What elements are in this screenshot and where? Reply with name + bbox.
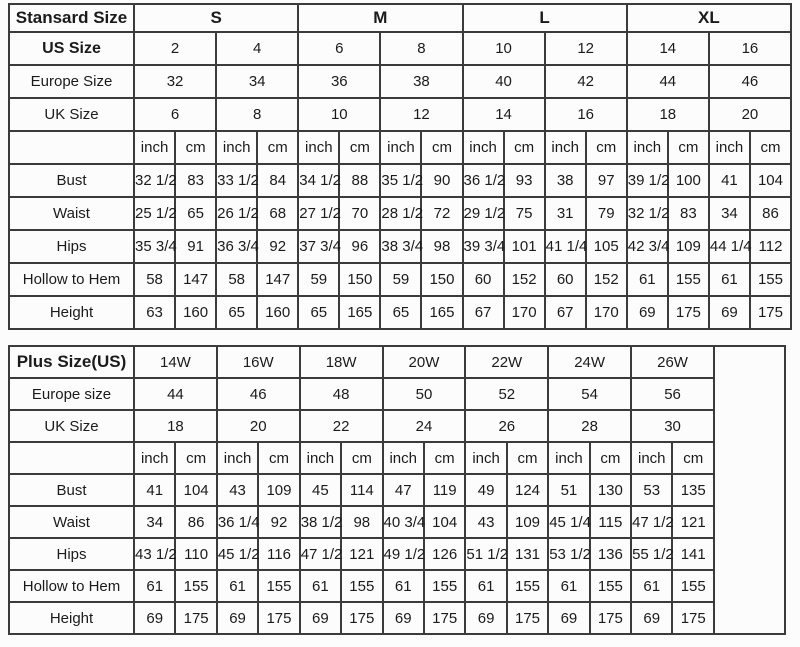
size-value-cell: 20 xyxy=(217,410,300,442)
unit-inch-label: inch xyxy=(548,442,589,474)
size-row xyxy=(9,32,791,65)
measurement-value-cell: 160 xyxy=(175,296,216,329)
measurement-value-cell: 115 xyxy=(590,506,631,538)
measurement-value-cell: 109 xyxy=(507,506,548,538)
unit-inch-label: inch xyxy=(300,442,341,474)
size-value-cell: 12 xyxy=(545,32,627,65)
measurement-value-cell: 155 xyxy=(750,263,791,296)
measurement-value-cell: 155 xyxy=(258,570,299,602)
unit-cm-label: cm xyxy=(424,442,465,474)
measurement-value-cell: 110 xyxy=(175,538,216,570)
row-label: Hips xyxy=(9,538,134,570)
measurement-value-cell: 75 xyxy=(504,197,545,230)
measurement-value-cell: 59 xyxy=(298,263,339,296)
size-value-cell: 28 xyxy=(548,410,631,442)
standard-header-row xyxy=(9,4,791,32)
measurement-value-cell: 58 xyxy=(216,263,257,296)
plus-size-header: 24W xyxy=(548,346,631,378)
measurement-value-cell: 92 xyxy=(258,506,299,538)
size-value-cell: 40 xyxy=(463,65,545,98)
plus-corner-label: Plus Size(US) xyxy=(9,346,134,378)
measurement-value-cell: 59 xyxy=(380,263,421,296)
measurement-value-cell: 147 xyxy=(175,263,216,296)
unit-row xyxy=(9,131,791,164)
measurement-value-cell: 60 xyxy=(545,263,586,296)
measurement-value-cell: 41 xyxy=(134,474,175,506)
measurement-value-cell: 45 1/4 xyxy=(548,506,589,538)
measurement-row xyxy=(9,230,791,263)
unit-inch-label: inch xyxy=(217,442,258,474)
measurement-value-cell: 31 xyxy=(545,197,586,230)
measurement-value-cell: 55 1/2 xyxy=(631,538,672,570)
measurement-value-cell: 98 xyxy=(341,506,382,538)
measurement-value-cell: 36 1/4 xyxy=(217,506,258,538)
size-value-cell: 12 xyxy=(380,98,462,131)
measurement-value-cell: 65 xyxy=(175,197,216,230)
size-value-cell: 10 xyxy=(463,32,545,65)
row-label: Europe Size xyxy=(9,65,134,98)
unit-cm-label: cm xyxy=(750,131,791,164)
unit-inch-label: inch xyxy=(134,442,175,474)
measurement-value-cell: 98 xyxy=(421,230,462,263)
size-value-cell: 46 xyxy=(217,378,300,410)
measurement-value-cell: 69 xyxy=(631,602,672,634)
measurement-value-cell: 53 xyxy=(631,474,672,506)
size-value-cell: 48 xyxy=(300,378,383,410)
unit-cm-label: cm xyxy=(590,442,631,474)
measurement-value-cell: 36 1/2 xyxy=(463,164,504,197)
size-value-cell: 38 xyxy=(380,65,462,98)
row-label: Waist xyxy=(9,197,134,230)
measurement-value-cell: 69 xyxy=(383,602,424,634)
measurement-value-cell: 155 xyxy=(507,570,548,602)
measurement-value-cell: 165 xyxy=(339,296,380,329)
measurement-value-cell: 45 xyxy=(300,474,341,506)
measurement-value-cell: 40 3/4 xyxy=(383,506,424,538)
measurement-value-cell: 97 xyxy=(586,164,627,197)
measurement-value-cell: 155 xyxy=(341,570,382,602)
plus-size-header: 14W xyxy=(134,346,217,378)
measurement-value-cell: 34 1/2 xyxy=(298,164,339,197)
measurement-value-cell: 32 1/2 xyxy=(627,197,668,230)
unit-inch-label: inch xyxy=(709,131,750,164)
unit-cm-label: cm xyxy=(668,131,709,164)
measurement-value-cell: 36 3/4 xyxy=(216,230,257,263)
measurement-value-cell: 61 xyxy=(465,570,506,602)
size-value-cell: 2 xyxy=(134,32,216,65)
measurement-value-cell: 175 xyxy=(590,602,631,634)
measurement-value-cell: 79 xyxy=(586,197,627,230)
unit-inch-label: inch xyxy=(465,442,506,474)
measurement-value-cell: 96 xyxy=(339,230,380,263)
standard-size-table xyxy=(8,3,792,330)
measurement-value-cell: 42 3/4 xyxy=(627,230,668,263)
plus-size-header: 22W xyxy=(465,346,548,378)
measurement-row xyxy=(9,296,791,329)
measurement-value-cell: 114 xyxy=(341,474,382,506)
measurement-value-cell: 175 xyxy=(507,602,548,634)
measurement-value-cell: 130 xyxy=(590,474,631,506)
size-value-cell: 16 xyxy=(709,32,791,65)
row-label: Height xyxy=(9,602,134,634)
measurement-value-cell: 32 1/2 xyxy=(134,164,175,197)
measurement-value-cell: 83 xyxy=(668,197,709,230)
unit-row xyxy=(9,442,785,474)
measurement-value-cell: 69 xyxy=(134,602,175,634)
measurement-value-cell: 61 xyxy=(627,263,668,296)
unit-inch-label: inch xyxy=(380,131,421,164)
measurement-value-cell: 175 xyxy=(750,296,791,329)
measurement-value-cell: 175 xyxy=(668,296,709,329)
measurement-value-cell: 104 xyxy=(750,164,791,197)
size-value-cell: 14 xyxy=(627,32,709,65)
size-group-header: XL xyxy=(627,4,791,32)
measurement-value-cell: 28 1/2 xyxy=(380,197,421,230)
measurement-value-cell: 47 1/2 xyxy=(300,538,341,570)
measurement-row xyxy=(9,602,785,634)
unit-inch-label: inch xyxy=(298,131,339,164)
measurement-value-cell: 175 xyxy=(341,602,382,634)
measurement-value-cell: 116 xyxy=(258,538,299,570)
unit-cm-label: cm xyxy=(341,442,382,474)
row-label: UK Size xyxy=(9,98,134,131)
measurement-value-cell: 135 xyxy=(672,474,714,506)
size-value-cell: 30 xyxy=(631,410,714,442)
unit-inch-label: inch xyxy=(545,131,586,164)
measurement-value-cell: 44 1/4 xyxy=(709,230,750,263)
empty-right-cell xyxy=(714,346,785,634)
size-value-cell: 8 xyxy=(216,98,298,131)
unit-cm-label: cm xyxy=(504,131,545,164)
measurement-value-cell: 69 xyxy=(300,602,341,634)
measurement-value-cell: 150 xyxy=(339,263,380,296)
size-value-cell: 8 xyxy=(380,32,462,65)
measurement-value-cell: 72 xyxy=(421,197,462,230)
size-value-cell: 56 xyxy=(631,378,714,410)
measurement-value-cell: 67 xyxy=(545,296,586,329)
measurement-value-cell: 34 xyxy=(709,197,750,230)
measurement-value-cell: 126 xyxy=(424,538,465,570)
measurement-value-cell: 26 1/2 xyxy=(216,197,257,230)
measurement-value-cell: 69 xyxy=(627,296,668,329)
measurement-value-cell: 109 xyxy=(668,230,709,263)
row-label: Height xyxy=(9,296,134,329)
size-value-cell: 20 xyxy=(709,98,791,131)
standard-corner-label: Stansard Size xyxy=(9,4,134,32)
measurement-value-cell: 61 xyxy=(631,570,672,602)
empty-corner-cell xyxy=(9,442,134,474)
measurement-value-cell: 104 xyxy=(424,506,465,538)
row-label: Hollow to Hem xyxy=(9,263,134,296)
measurement-value-cell: 155 xyxy=(672,570,714,602)
measurement-value-cell: 136 xyxy=(590,538,631,570)
unit-inch-label: inch xyxy=(631,442,672,474)
measurement-value-cell: 175 xyxy=(258,602,299,634)
unit-cm-label: cm xyxy=(586,131,627,164)
measurement-value-cell: 175 xyxy=(672,602,714,634)
measurement-value-cell: 69 xyxy=(217,602,258,634)
row-label: Hollow to Hem xyxy=(9,570,134,602)
row-label: Bust xyxy=(9,164,134,197)
measurement-value-cell: 38 xyxy=(545,164,586,197)
measurement-value-cell: 41 1/4 xyxy=(545,230,586,263)
size-value-cell: 42 xyxy=(545,65,627,98)
measurement-value-cell: 65 xyxy=(298,296,339,329)
measurement-value-cell: 131 xyxy=(507,538,548,570)
row-label: Europe size xyxy=(9,378,134,410)
measurement-value-cell: 155 xyxy=(668,263,709,296)
size-value-cell: 18 xyxy=(627,98,709,131)
size-row xyxy=(9,410,785,442)
size-value-cell: 36 xyxy=(298,65,380,98)
measurement-value-cell: 38 3/4 xyxy=(380,230,421,263)
measurement-value-cell: 147 xyxy=(257,263,298,296)
measurement-value-cell: 38 1/2 xyxy=(300,506,341,538)
measurement-value-cell: 29 1/2 xyxy=(463,197,504,230)
measurement-value-cell: 155 xyxy=(424,570,465,602)
measurement-value-cell: 84 xyxy=(257,164,298,197)
unit-cm-label: cm xyxy=(258,442,299,474)
measurement-value-cell: 33 1/2 xyxy=(216,164,257,197)
measurement-value-cell: 70 xyxy=(339,197,380,230)
measurement-value-cell: 34 xyxy=(134,506,175,538)
size-row xyxy=(9,65,791,98)
plus-size-table xyxy=(8,345,786,635)
measurement-value-cell: 61 xyxy=(300,570,341,602)
measurement-value-cell: 25 1/2 xyxy=(134,197,175,230)
row-label: US Size xyxy=(9,32,134,65)
measurement-value-cell: 51 xyxy=(548,474,589,506)
size-value-cell: 24 xyxy=(383,410,466,442)
measurement-value-cell: 47 1/2 xyxy=(631,506,672,538)
measurement-value-cell: 69 xyxy=(709,296,750,329)
plus-header-row xyxy=(9,346,785,378)
measurement-value-cell: 69 xyxy=(548,602,589,634)
measurement-value-cell: 41 xyxy=(709,164,750,197)
measurement-value-cell: 152 xyxy=(504,263,545,296)
size-value-cell: 54 xyxy=(548,378,631,410)
plus-size-header: 18W xyxy=(300,346,383,378)
size-value-cell: 6 xyxy=(134,98,216,131)
size-value-cell: 22 xyxy=(300,410,383,442)
empty-corner-cell xyxy=(9,131,134,164)
measurement-value-cell: 112 xyxy=(750,230,791,263)
unit-cm-label: cm xyxy=(507,442,548,474)
measurement-value-cell: 39 3/4 xyxy=(463,230,504,263)
measurement-value-cell: 49 1/2 xyxy=(383,538,424,570)
measurement-value-cell: 175 xyxy=(175,602,216,634)
measurement-value-cell: 60 xyxy=(463,263,504,296)
measurement-value-cell: 86 xyxy=(175,506,216,538)
unit-inch-label: inch xyxy=(627,131,668,164)
measurement-value-cell: 105 xyxy=(586,230,627,263)
measurement-value-cell: 152 xyxy=(586,263,627,296)
measurement-value-cell: 155 xyxy=(590,570,631,602)
size-value-cell: 10 xyxy=(298,98,380,131)
size-row xyxy=(9,98,791,131)
unit-cm-label: cm xyxy=(421,131,462,164)
size-value-cell: 44 xyxy=(134,378,217,410)
row-label: Hips xyxy=(9,230,134,263)
size-value-cell: 16 xyxy=(545,98,627,131)
size-value-cell: 52 xyxy=(465,378,548,410)
measurement-value-cell: 121 xyxy=(341,538,382,570)
size-group-header: S xyxy=(134,4,298,32)
measurement-value-cell: 119 xyxy=(424,474,465,506)
measurement-row xyxy=(9,474,785,506)
measurement-value-cell: 109 xyxy=(258,474,299,506)
size-value-cell: 34 xyxy=(216,65,298,98)
measurement-value-cell: 170 xyxy=(504,296,545,329)
size-value-cell: 50 xyxy=(383,378,466,410)
measurement-value-cell: 69 xyxy=(465,602,506,634)
unit-inch-label: inch xyxy=(134,131,175,164)
measurement-value-cell: 86 xyxy=(750,197,791,230)
measurement-value-cell: 65 xyxy=(380,296,421,329)
unit-inch-label: inch xyxy=(383,442,424,474)
measurement-value-cell: 58 xyxy=(134,263,175,296)
measurement-value-cell: 27 1/2 xyxy=(298,197,339,230)
row-label: Waist xyxy=(9,506,134,538)
measurement-value-cell: 150 xyxy=(421,263,462,296)
measurement-value-cell: 68 xyxy=(257,197,298,230)
row-label: Bust xyxy=(9,474,134,506)
measurement-value-cell: 88 xyxy=(339,164,380,197)
measurement-value-cell: 37 3/4 xyxy=(298,230,339,263)
size-value-cell: 18 xyxy=(134,410,217,442)
plus-size-header: 26W xyxy=(631,346,714,378)
row-label: UK Size xyxy=(9,410,134,442)
measurement-row xyxy=(9,197,791,230)
measurement-value-cell: 35 1/2 xyxy=(380,164,421,197)
measurement-row xyxy=(9,506,785,538)
size-value-cell: 14 xyxy=(463,98,545,131)
measurement-value-cell: 51 1/2 xyxy=(465,538,506,570)
measurement-value-cell: 155 xyxy=(175,570,216,602)
unit-inch-label: inch xyxy=(216,131,257,164)
measurement-value-cell: 63 xyxy=(134,296,175,329)
measurement-row xyxy=(9,538,785,570)
measurement-value-cell: 35 3/4 xyxy=(134,230,175,263)
measurement-value-cell: 47 xyxy=(383,474,424,506)
measurement-value-cell: 49 xyxy=(465,474,506,506)
size-value-cell: 32 xyxy=(134,65,216,98)
size-value-cell: 6 xyxy=(298,32,380,65)
size-group-header: L xyxy=(463,4,627,32)
size-value-cell: 4 xyxy=(216,32,298,65)
unit-inch-label: inch xyxy=(463,131,504,164)
unit-cm-label: cm xyxy=(175,442,216,474)
measurement-value-cell: 43 1/2 xyxy=(134,538,175,570)
measurement-value-cell: 43 xyxy=(217,474,258,506)
measurement-value-cell: 91 xyxy=(175,230,216,263)
measurement-value-cell: 39 1/2 xyxy=(627,164,668,197)
measurement-value-cell: 160 xyxy=(257,296,298,329)
size-value-cell: 44 xyxy=(627,65,709,98)
plus-size-header: 16W xyxy=(217,346,300,378)
measurement-value-cell: 90 xyxy=(421,164,462,197)
measurement-value-cell: 65 xyxy=(216,296,257,329)
measurement-value-cell: 67 xyxy=(463,296,504,329)
measurement-value-cell: 92 xyxy=(257,230,298,263)
unit-cm-label: cm xyxy=(257,131,298,164)
measurement-value-cell: 43 xyxy=(465,506,506,538)
measurement-value-cell: 104 xyxy=(175,474,216,506)
measurement-value-cell: 121 xyxy=(672,506,714,538)
measurement-value-cell: 101 xyxy=(504,230,545,263)
measurement-value-cell: 61 xyxy=(383,570,424,602)
measurement-value-cell: 100 xyxy=(668,164,709,197)
measurement-value-cell: 45 1/2 xyxy=(217,538,258,570)
measurement-value-cell: 61 xyxy=(134,570,175,602)
measurement-value-cell: 175 xyxy=(424,602,465,634)
plus-size-header: 20W xyxy=(383,346,466,378)
measurement-row xyxy=(9,263,791,296)
unit-cm-label: cm xyxy=(175,131,216,164)
size-value-cell: 46 xyxy=(709,65,791,98)
size-row xyxy=(9,378,785,410)
measurement-value-cell: 61 xyxy=(709,263,750,296)
measurement-value-cell: 141 xyxy=(672,538,714,570)
unit-cm-label: cm xyxy=(339,131,380,164)
measurement-value-cell: 61 xyxy=(217,570,258,602)
measurement-value-cell: 124 xyxy=(507,474,548,506)
measurement-value-cell: 53 1/2 xyxy=(548,538,589,570)
measurement-row xyxy=(9,570,785,602)
measurement-row xyxy=(9,164,791,197)
measurement-value-cell: 165 xyxy=(421,296,462,329)
size-value-cell: 26 xyxy=(465,410,548,442)
unit-cm-label: cm xyxy=(672,442,714,474)
measurement-value-cell: 61 xyxy=(548,570,589,602)
measurement-value-cell: 83 xyxy=(175,164,216,197)
size-group-header: M xyxy=(298,4,462,32)
measurement-value-cell: 93 xyxy=(504,164,545,197)
measurement-value-cell: 170 xyxy=(586,296,627,329)
